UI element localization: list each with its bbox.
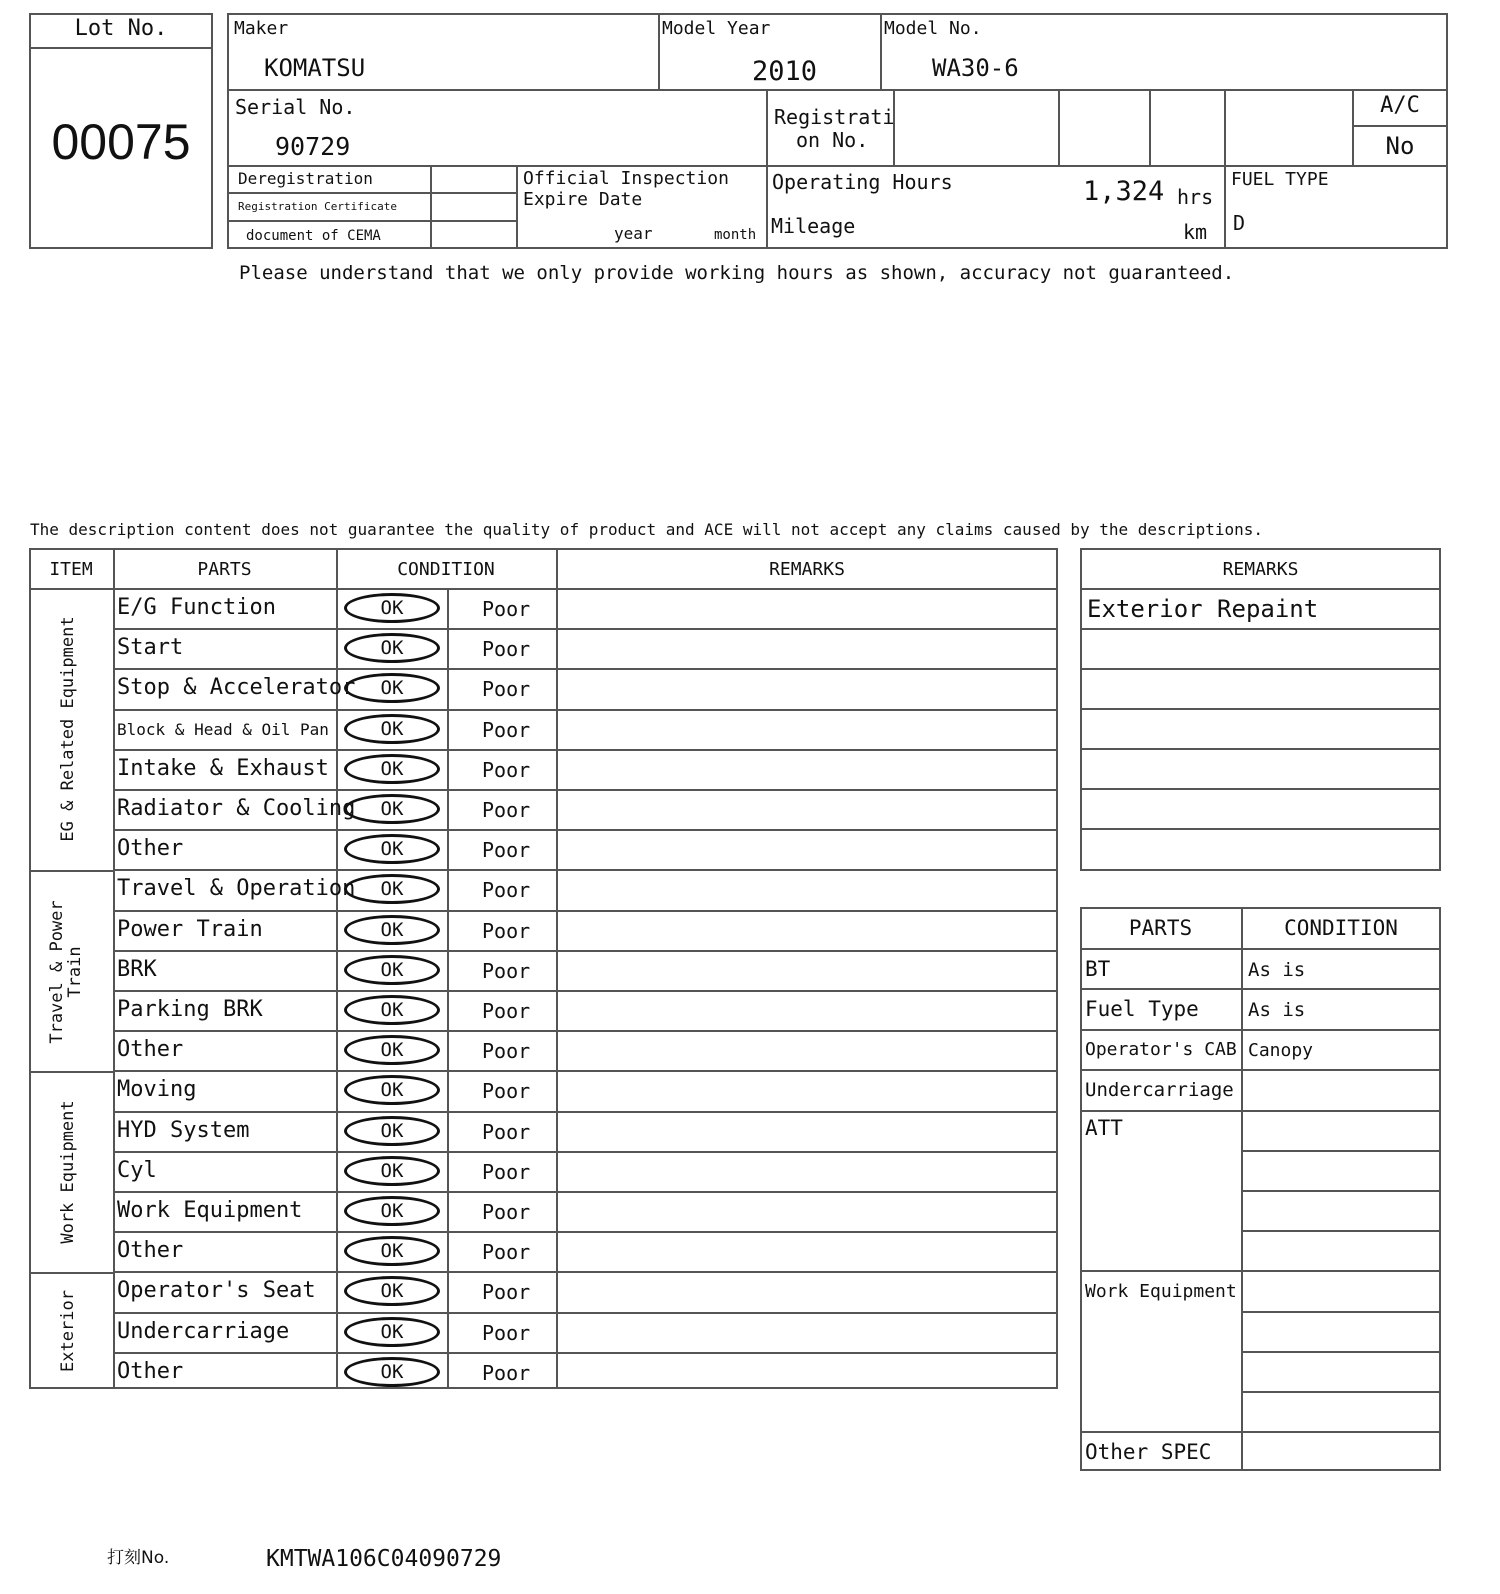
part-name: Moving <box>117 1077 197 1102</box>
serial-value: 90729 <box>275 132 351 161</box>
fuel-type-label: FUEL TYPE <box>1231 169 1329 190</box>
condition-ok-circle: OK <box>344 593 440 623</box>
registration-label-2: on No. <box>796 128 869 152</box>
spec-att-label: ATT <box>1085 1116 1123 1140</box>
condition-poor: Poor <box>482 1200 531 1224</box>
col-item-header: ITEM <box>49 559 93 580</box>
stamp-number: KMTWA106C04090729 <box>266 1546 502 1572</box>
condition-poor: Poor <box>482 1079 531 1103</box>
condition-poor: Poor <box>482 1120 531 1144</box>
part-name: BRK <box>117 957 157 982</box>
part-name: Other <box>117 1359 184 1384</box>
spec-undercarriage-label: Undercarriage <box>1085 1079 1234 1101</box>
condition-ok-circle: OK <box>344 673 440 703</box>
spec-work-equipment-label: Work Equipment <box>1085 1281 1237 1302</box>
part-name: Operator's Seat <box>117 1278 316 1303</box>
condition-poor: Poor <box>482 1160 531 1184</box>
condition-ok-circle: OK <box>344 955 440 985</box>
part-name: Block & Head & Oil Pan <box>117 720 329 739</box>
spec-bt-value: As is <box>1248 959 1306 981</box>
group-travel-power-train: Travel & Power Train <box>47 900 85 1044</box>
spec-col-parts: PARTS <box>1128 916 1193 940</box>
remarks-box-header: REMARKS <box>1222 559 1299 580</box>
spec-fuel-label: Fuel Type <box>1085 997 1199 1021</box>
spec-cab-label: Operator's CAB <box>1085 1039 1237 1060</box>
condition-ok-circle: OK <box>344 1236 440 1266</box>
maker-label: Maker <box>234 18 289 39</box>
operating-hours-value: 1,324 <box>1083 176 1165 207</box>
part-name: Other <box>117 1238 184 1263</box>
model-year-label: Model Year <box>662 18 771 39</box>
col-condition-header: CONDITION <box>397 559 495 580</box>
part-name: Parking BRK <box>117 997 263 1022</box>
spec-col-condition: CONDITION <box>1284 916 1398 940</box>
col-parts-header: PARTS <box>197 559 252 580</box>
condition-poor: Poor <box>482 798 531 822</box>
group-eg-related: EG & Related Equipment <box>58 616 78 842</box>
col-remarks-header: REMARKS <box>769 559 845 580</box>
fuel-type-value: D <box>1233 211 1246 235</box>
hrs-unit: hrs <box>1177 185 1214 209</box>
part-name: Other <box>117 836 184 861</box>
condition-ok-circle: OK <box>344 1156 440 1186</box>
mileage-label: Mileage <box>771 214 856 238</box>
part-name: Power Train <box>117 917 263 942</box>
ac-label: A/C <box>1380 93 1420 118</box>
part-name: Undercarriage <box>117 1319 290 1344</box>
condition-ok-circle: OK <box>344 1116 440 1146</box>
inspection-label: Official Inspection <box>523 168 729 189</box>
condition-ok-circle: OK <box>344 633 440 663</box>
model-year-value: 2010 <box>752 56 818 87</box>
condition-poor: Poor <box>482 1240 531 1264</box>
condition-poor: Poor <box>482 677 531 701</box>
part-name: HYD System <box>117 1118 250 1143</box>
condition-ok-circle: OK <box>344 1035 440 1065</box>
condition-ok-circle: OK <box>344 794 440 824</box>
registration-certificate-label: Registration Certificate <box>238 200 397 213</box>
registration-label: Registrati <box>774 105 895 129</box>
part-name: Work Equipment <box>117 1198 303 1223</box>
description-disclaimer: The description content does not guarantee the quality of product and ACE will not accept any claims caused by the descriptions. <box>30 520 1263 539</box>
serial-label: Serial No. <box>235 95 356 119</box>
inspection-label-2: Expire Date <box>523 189 643 210</box>
deregistration-label: Deregistration <box>238 169 373 188</box>
part-name: Start <box>117 635 184 660</box>
part-name: Cyl <box>117 1158 157 1183</box>
condition-ok-circle: OK <box>344 1276 440 1306</box>
hours-disclaimer: Please understand that we only provide working hours as shown, accuracy not guaranteed. <box>239 262 1235 284</box>
condition-poor: Poor <box>482 1039 531 1063</box>
condition-poor: Poor <box>482 838 531 862</box>
model-no-value: WA30-6 <box>932 54 1019 82</box>
condition-poor: Poor <box>482 999 531 1023</box>
spec-other-spec-label: Other SPEC <box>1085 1440 1212 1464</box>
condition-ok-circle: OK <box>344 834 440 864</box>
condition-poor: Poor <box>482 758 531 782</box>
condition-ok-circle: OK <box>344 874 440 904</box>
part-name: Radiator & Cooling <box>117 796 356 821</box>
condition-ok-circle: OK <box>344 754 440 784</box>
part-name: E/G Function <box>117 595 276 620</box>
maker-value: KOMATSU <box>264 54 366 82</box>
condition-ok-circle: OK <box>344 995 440 1025</box>
condition-poor: Poor <box>482 718 531 742</box>
km-unit: km <box>1183 220 1208 244</box>
condition-ok-circle: OK <box>344 1075 440 1105</box>
cema-label: document of CEMA <box>246 228 381 244</box>
condition-ok-circle: OK <box>344 1196 440 1226</box>
model-no-label: Model No. <box>884 18 982 39</box>
condition-poor: Poor <box>482 597 531 621</box>
part-name: Other <box>117 1037 184 1062</box>
spec-cab-value: Canopy <box>1248 1040 1314 1061</box>
group-exterior: Exterior <box>58 1290 78 1372</box>
part-name: Intake & Exhaust <box>117 756 329 781</box>
condition-poor: Poor <box>482 637 531 661</box>
condition-poor: Poor <box>482 1321 531 1345</box>
condition-ok-circle: OK <box>344 1317 440 1347</box>
year-label: year <box>614 224 653 243</box>
lot-number: 00075 <box>51 114 191 170</box>
stamp-label: 打刻No. <box>107 1548 170 1568</box>
month-label: month <box>714 227 757 243</box>
operating-hours-label: Operating Hours <box>772 170 953 194</box>
group-work-equipment: Work Equipment <box>58 1100 78 1244</box>
condition-ok-circle: OK <box>344 1357 440 1387</box>
condition-poor: Poor <box>482 878 531 902</box>
spec-bt-label: BT <box>1085 957 1111 981</box>
condition-poor: Poor <box>482 1280 531 1304</box>
condition-poor: Poor <box>482 919 531 943</box>
ac-value: No <box>1385 132 1415 160</box>
condition-poor: Poor <box>482 1361 531 1385</box>
spec-fuel-value: As is <box>1248 999 1306 1021</box>
remark-line: Exterior Repaint <box>1087 595 1319 623</box>
condition-ok-circle: OK <box>344 915 440 945</box>
condition-poor: Poor <box>482 959 531 983</box>
part-name: Stop & Accelerator <box>117 675 356 700</box>
lot-label: Lot No. <box>74 16 168 41</box>
condition-ok-circle: OK <box>344 714 440 744</box>
part-name: Travel & Operation <box>117 876 356 901</box>
